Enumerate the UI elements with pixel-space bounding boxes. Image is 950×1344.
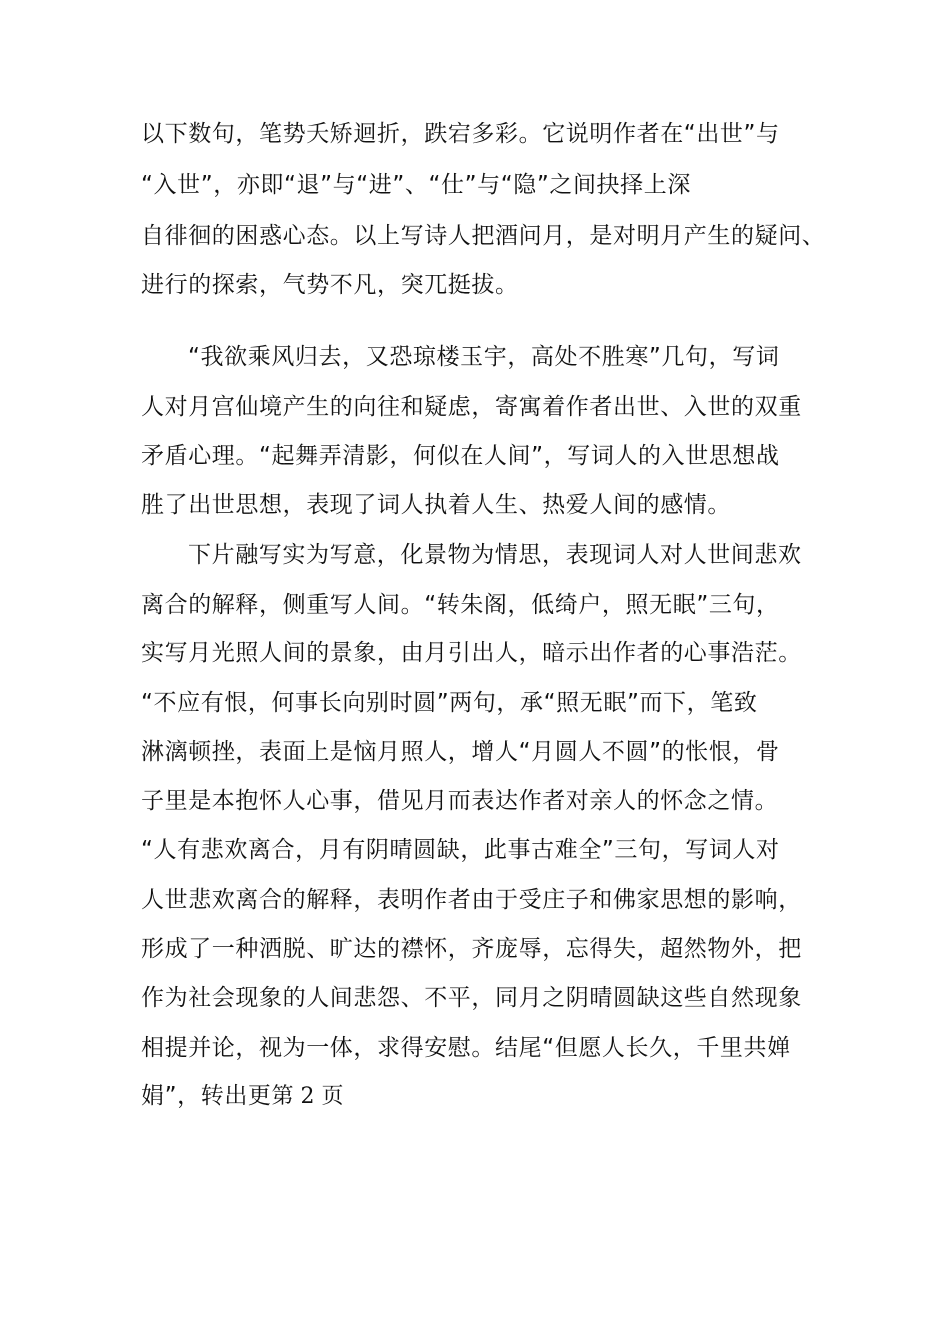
text-line: 人世悲欢离合的解释，表明作者由于受庄子和佛家思想的影响，	[141, 887, 802, 913]
text-line: 矛盾心理。“起舞弄清影，何似在人间”，写词人的入世思想战	[141, 443, 780, 469]
text-line: 进行的探索，气势不凡，突兀挺拔。	[141, 272, 519, 298]
text-line: 下片融写实为写意，化景物为情思，表现词人对人世间悲欢	[188, 542, 802, 568]
text-line: 实写月光照人间的景象，由月引出人，暗示出作者的心事浩茫。	[141, 640, 802, 666]
page-number: 第 2 页	[271, 1084, 344, 1109]
text-line	[141, 1081, 344, 1112]
text-line: 子里是本抱怀人心事，借见月而表达作者对亲人的怀念之情。	[141, 788, 779, 814]
text-line: “入世”，亦即“退”与“进”、“仕”与“隐”之间抉择上深	[141, 172, 691, 198]
text-line: 淋漓顿挫，表面上是恼月照人，增人“月圆人不圆”的怅恨，骨	[141, 739, 780, 765]
text-line-content: 娟”，转出更	[141, 1083, 272, 1109]
text-line: 自徘徊的困惑心态。以上写诗人把酒问月，是对明月产生的疑问、	[141, 223, 826, 249]
text-line: 人对月宫仙境产生的向往和疑虑，寄寓着作者出世、入世的双重	[141, 394, 802, 420]
text-line: 离合的解释，侧重写人间。“转朱阁，低绮户，照无眠”三句，	[141, 592, 780, 618]
text-line: “人有悲欢离合，月有阴晴圆缺，此事古难全”三句，写词人对	[141, 837, 780, 863]
text-line: 形成了一种洒脱、旷达的襟怀，齐庞辱，忘得失，超然物外，把	[141, 936, 802, 962]
text-line: 以下数句，笔势夭矫迴折，跌宕多彩。它说明作者在“出世”与	[141, 121, 780, 147]
text-line: 作为社会现象的人间悲怨、不平，同月之阴晴圆缺这些自然现象	[141, 985, 802, 1011]
text-line: “我欲乘风归去，又恐琼楼玉宇，高处不胜寒”几句，写词	[188, 344, 780, 370]
text-line: 相提并论，视为一体，求得安慰。结尾“但愿人长久，千里共婵	[141, 1035, 791, 1061]
text-line: 胜了出世思想，表现了词人执着人生、热爱人间的感情。	[141, 492, 731, 518]
text-line: “不应有恨，何事长向别时圆”两句，承“照无眠”而下，笔致	[141, 690, 758, 716]
